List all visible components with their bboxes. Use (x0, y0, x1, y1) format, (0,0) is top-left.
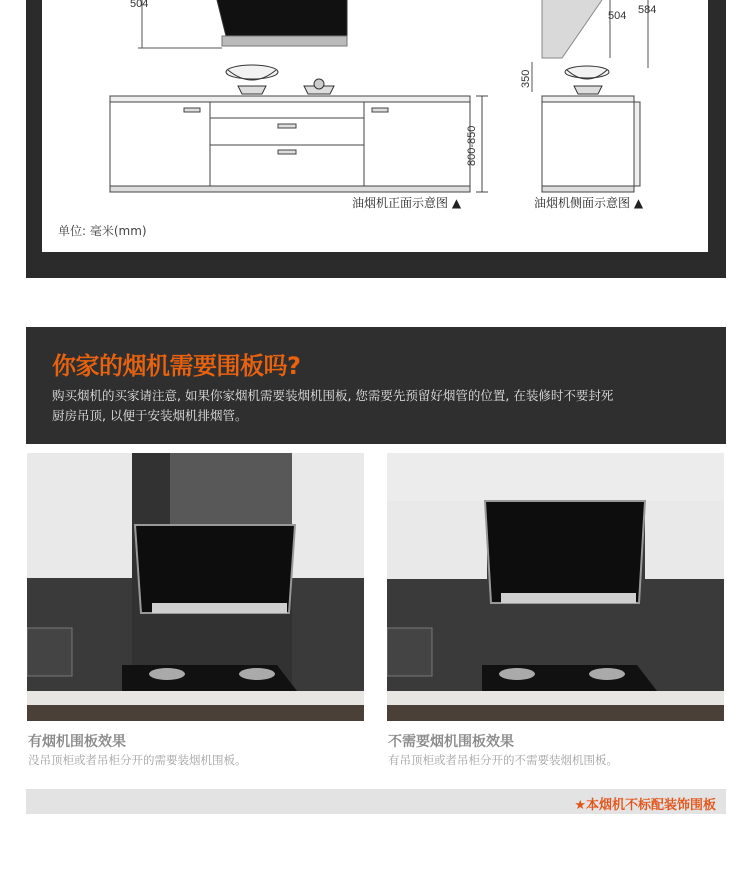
photo-without-panel (387, 453, 724, 721)
installation-diagram (42, 0, 708, 252)
unit-label: 单位: 毫米(mm) (58, 224, 147, 238)
with-panel-desc: 没吊顶柜或者吊柜分开的需要装烟机围板。 (28, 753, 247, 767)
section-body-line-1: 购买烟机的买家请注意, 如果你家烟机需要装烟机围板, 您需要先预留好烟管的位置, 在装修时不要封死 (52, 388, 614, 403)
kitchen-photo-right (387, 453, 724, 721)
front-width-dimension: 504 (130, 0, 149, 10)
side-view-caption: 油烟机侧面示意图 ▲ (534, 196, 644, 210)
side-height-dimension: 584 (638, 4, 657, 16)
front-cabinet-drawing (110, 96, 488, 192)
section-headline: 你家的烟机需要围板吗? (52, 352, 301, 380)
front-view-caption: 油烟机正面示意图 ▲ (352, 196, 462, 210)
diagram-panel (42, 0, 708, 252)
kitchen-photo-left (27, 453, 364, 721)
side-cabinet-drawing (542, 96, 640, 192)
side-gap-dimension: 350 (520, 69, 532, 88)
photo-with-panel (27, 453, 364, 721)
without-panel-title: 不需要烟机围板效果 (388, 734, 514, 750)
side-cooktop-drawing (565, 66, 609, 94)
front-cooktop-drawing (226, 65, 334, 94)
without-panel-desc: 有吊顶柜或者吊柜分开的不需要装烟机围板。 (388, 753, 618, 767)
footer-note: ★本烟机不标配装饰围板 (574, 798, 716, 813)
section-body-line-2: 厨房吊顶, 以便于安装烟机排烟管。 (52, 408, 248, 423)
side-depth-dimension: 504 (608, 10, 627, 22)
front-height-dimension: 800-850 (466, 125, 478, 166)
with-panel-title: 有烟机围板效果 (28, 734, 126, 750)
front-hood-drawing (138, 0, 347, 48)
footer-note-bar (26, 789, 726, 814)
